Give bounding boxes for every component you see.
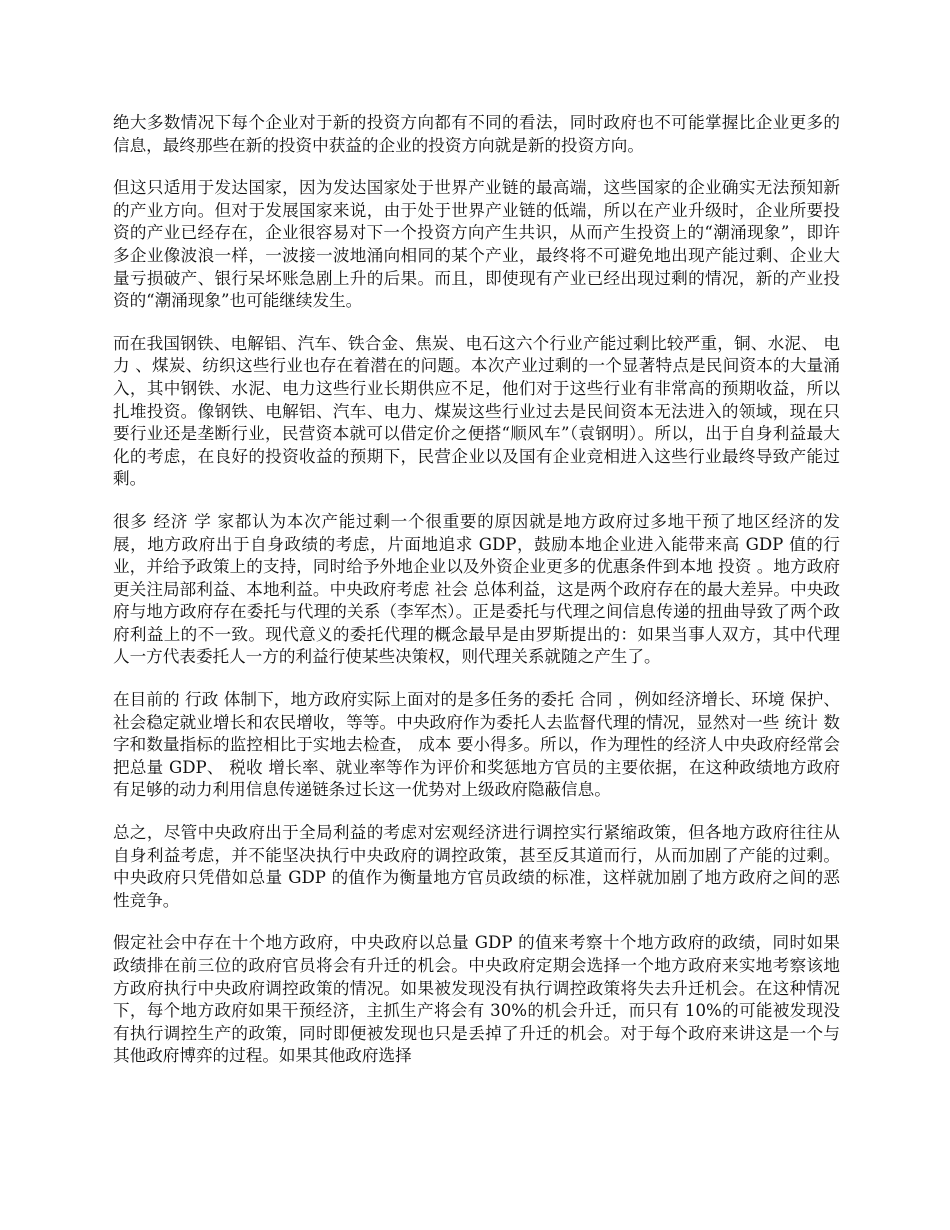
document-page <box>113 112 840 1088</box>
paragraph-5: 在目前的 行政 体制下，地方政府实际上面对的是多任务的委托 合同 ，例如经济增长、环境 保护、社会稳定就业增长和农民增收，等等。中央政府作为委托人去监督代理的情况，显然对一些 统计 数字和数量指标的监控相比于实地去检查， 成本 要小得多。所以，作为理性的经济人中央政府经常会把总量 GDP、 税收 增长率、就业率等作为评价和奖惩地方官员的主要依据，在这种政绩地方政府有足够的动力利用信息传递链条过长这一优势对上级政府隐蔽信息。 <box>113 690 840 800</box>
paragraph-3: 而在我国钢铁、电解铝、汽车、铁合金、焦炭、电石这六个行业产能过剩比较严重，铜、水泥、 电力 、煤炭、纺织这些行业也存在着潜在的问题。本次产业过剩的一个显著特点是民间资本的大量涌入，其中钢铁、水泥、电力这些行业长期供应不足，他们对于这些行业有非常高的预期收益，所以扎堆投资。像钢铁、电解铝、汽车、电力、煤炭这些行业过去是民间资本无法进入的领域，现在只要行业还是垄断行业，民营资本就可以借定价之便搭“顺风车”（袁钢明）。所以，出于自身利益最大化的考虑，在良好的投资收益的预期下，民营企业以及国有企业竞相进入这些行业最终导致产能过剩。 <box>113 333 840 489</box>
paragraph-1: 绝大多数情况下每个企业对于新的投资方向都有不同的看法，同时政府也不可能掌握比企业更多的信息，最终那些在新的投资中获益的企业的投资方向就是新的投资方向。 <box>113 113 840 155</box>
paragraph-2: 但这只适用于发达国家，因为发达国家处于世界产业链的最高端，这些国家的企业确实无法预知新的产业方向。但对于发展国家来说，由于处于世界产业链的低端，所以在产业升级时，企业所要投资的产业已经存在，企业很容易对下一个投资方向产生共识，从而产生投资上的“潮涌现象”，即许多企业像波浪一样，一波接一波地涌向相同的某个产业，最终将不可避免地出现产能过剩、企业大量亏损破产、银行呆坏账急剧上升的后果。而且，即使现有产业已经出现过剩的情况，新的产业投资的“潮涌现象”也可能继续发生。 <box>113 178 840 311</box>
paragraph-7: 假定社会中存在十个地方政府，中央政府以总量 GDP 的值来考察十个地方政府的政绩，同时如果政绩排在前三位的政府官员将会有升迁的机会。中央政府定期会选择一个地方政府来实地考察该地方政府执行中央政府调控政策的情况。如果被发现没有执行调控政策将失去升迁机会。在这种情况下，每个地方政府如果干预经济，主抓生产将会有 30%的机会升迁，而只有 10%的可能被发现没有执行调控生产的政策，同时即便被发现也只是丢掉了升迁的机会。对于每个政府来讲这是一个与其他政府博弈的过程。如果其他政府选择 <box>113 933 840 1066</box>
paragraph-6: 总之，尽管中央政府出于全局利益的考虑对宏观经济进行调控实行紧缩政策，但各地方政府往往从自身利益考虑，并不能坚决执行中央政府的调控政策，甚至反其道而行，从而加剧了产能的过剩。中央政府只凭借如总量 GDP 的值作为衡量地方官员政绩的标准，这样就加剧了地方政府之间的恶性竞争。 <box>113 823 840 910</box>
paragraph-4: 很多 经济 学 家都认为本次产能过剩一个很重要的原因就是地方政府过多地干预了地区经济的发展，地方政府出于自身政绩的考虑，片面地追求 GDP，鼓励本地企业进入能带来高 GDP 值的行业，并给予政策上的支持，同时给予外地企业以及外资企业更多的优惠条件到本地 投资 。地方政府更关注局部利益、本地利益。中央政府考虑 社会 总体利益，这是两个政府存在的最大差异。中央政府与地方政府存在委托与代理的关系（李军杰）。正是委托与代理之间信息传递的扭曲导致了两个政府利益上的不一致。现代意义的委托代理的概念最早是由罗斯提出的：如果当事人双方，其中代理人一方代表委托人一方的利益行使某些决策权，则代理关系就随之产生了。 <box>113 511 840 667</box>
